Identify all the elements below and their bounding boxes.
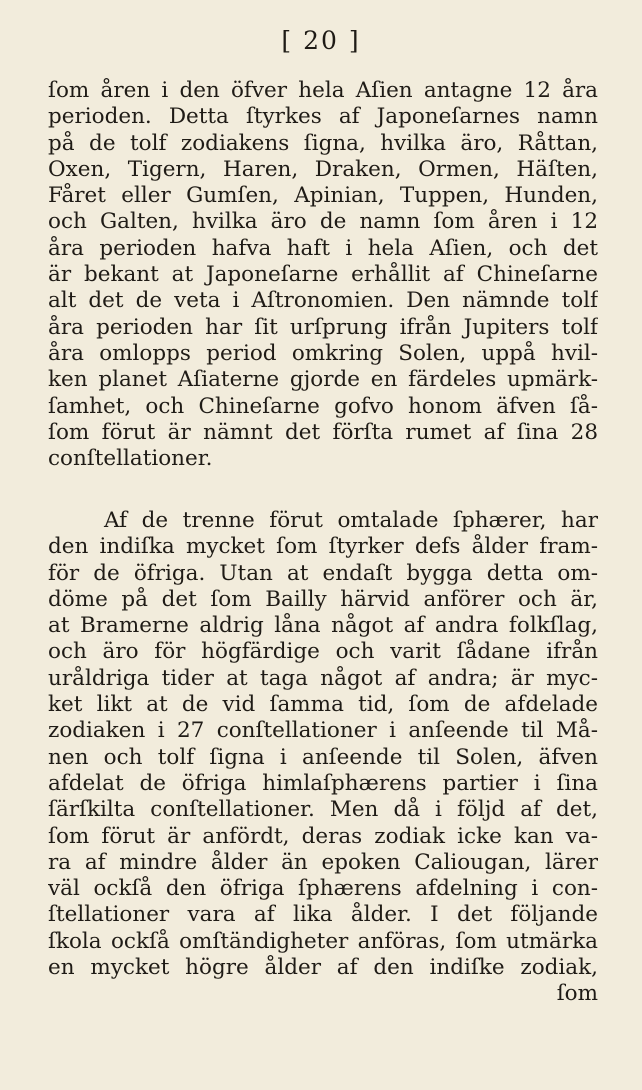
text-line: ſkola ockſå omſtändigheter anföras, ſom utmärka [48, 928, 598, 954]
text-line: ſamhet, och Chineſarne gofvo honom äfven ſå- [48, 393, 598, 419]
page-number: [ 20 ] [281, 26, 361, 55]
text-line: ſärſkilta conſtellationer. Men då i följd af det, [48, 797, 598, 823]
text-line: väl ockſå den öfriga ſphærens afdelning i con- [48, 876, 598, 902]
text-line: åra omlopps period omkring Solen, uppå hvil- [48, 340, 598, 366]
text-line: ſom förut är anfördt, deras zodiak icke kan va- [48, 823, 598, 849]
text-line: Oxen, Tigern, Haren, Draken, Ormen, Häſten, [48, 156, 598, 182]
text-line: alt det de veta i Aſtronomien. Den nämnde tolf [48, 288, 598, 314]
text-line: ket likt at de vid ſamma tid, ſom de afdelade [48, 692, 598, 718]
paragraph-1 [48, 78, 598, 472]
text-line: at Bramerne aldrig låna något af andra folkſlag, [48, 613, 598, 639]
text-line: conſtellationer. [48, 446, 213, 472]
catchword: ſom [556, 981, 598, 1007]
text-line: ſom förut är nämnt det förſta rumet af ſina 28 [48, 419, 598, 445]
text-line: ſom åren i den öfver hela Aſien antagne 12 åra [48, 78, 598, 103]
text-line: åra perioden hafva haft i hela Aſien, och det [48, 235, 598, 261]
text-line: den indiſka mycket ſom ſtyrker defs ålder fram- [48, 534, 598, 560]
text-line: Af de trenne förut omtalade ſphærer, har [104, 508, 598, 533]
text-line: uråldriga tider at taga något af andra; är myc- [48, 665, 598, 691]
paragraph-2 [48, 508, 598, 1008]
text-line: ſtellationer vara af lika ålder. I det följande [48, 902, 598, 928]
text-line: nen och tolf ſigna i anſeende til Solen, äfven [48, 744, 598, 770]
text-line: på de tolf zodiakens ſigna, hvilka äro, Råttan, [48, 130, 598, 156]
text-line: för de öfriga. Utan at endaſt bygga detta om- [48, 560, 598, 586]
text-line: en mycket högre ålder af den indiſke zodiak, [48, 955, 598, 981]
text-line: ra af mindre ålder än epoken Caliougan, lärer [48, 849, 598, 875]
text-line: är bekant at Japoneſarne erhållit af Chineſarne [48, 262, 598, 288]
text-line: afdelat de öfriga himlaſphærens partier i ſina [48, 770, 598, 796]
text-line: och Galten, hvilka äro de namn ſom åren i 12 [48, 209, 598, 235]
text-line: åra perioden har ſit urſprung ifrån Jupiters tolf [48, 314, 598, 340]
text-line: Fåret eller Gumſen, Apinian, Tuppen, Hunden, [48, 183, 598, 209]
text-line: perioden. Detta ſtyrkes af Japoneſarnes namn [48, 104, 598, 130]
text-line: döme på det ſom Bailly härvid anförer och är, [48, 586, 598, 612]
text-line: zodiaken i 27 conſtellationer i anſeende til Må- [48, 718, 598, 744]
text-line: och äro för högfärdige och varit ſådane ifrån [48, 639, 598, 665]
text-line: ken planet Aſiaterne gjorde en färdeles upmärk- [48, 367, 598, 393]
